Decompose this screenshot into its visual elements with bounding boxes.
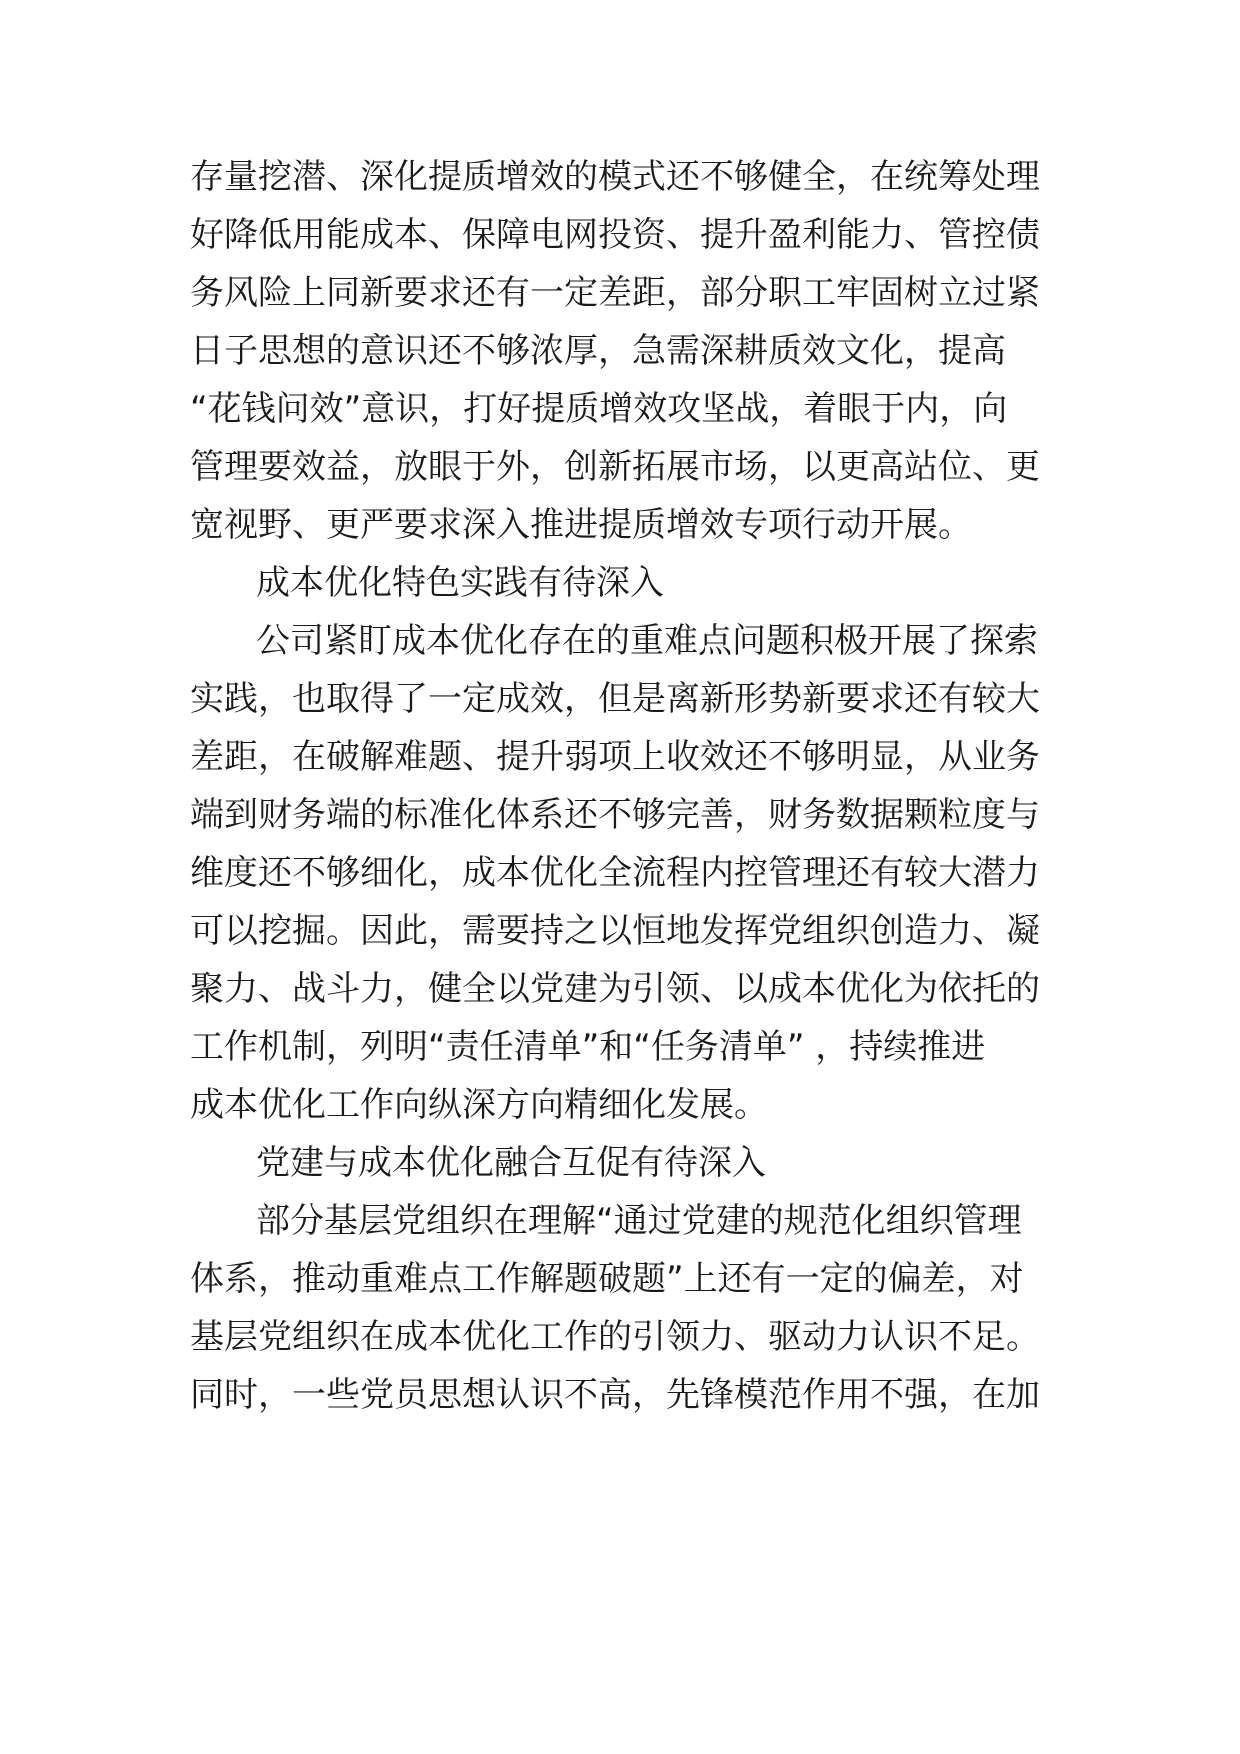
text-line: 部分基层党组织在理解“通过党建的规范化组织管理 [256, 1201, 1022, 1241]
text-line: 差距，在破解难题、提升弱项上收效还不够明显，从业务 [190, 737, 1040, 777]
text-line: 体系，推动重难点工作解题破题”上还有一定的偏差，对 [190, 1259, 1024, 1299]
text-line: 同时，一些党员思想认识不高，先锋模范作用不强，在加 [190, 1375, 1040, 1415]
text-line: 好降低用能成本、保障电网投资、提升盈利能力、管控债 [190, 215, 1040, 255]
section-heading: 成本优化特色实践有待深入 [256, 563, 664, 603]
text-line: 存量挖潜、深化提质增效的模式还不够健全，在统筹处理 [190, 157, 1040, 197]
text-line: 日子思想的意识还不够浓厚，急需深耕质效文化，提高 [190, 331, 1006, 371]
text-line: 端到财务端的标准化体系还不够完善，财务数据颗粒度与 [190, 795, 1040, 835]
text-line: 基层党组织在成本优化工作的引领力、驱动力认识不足。 [190, 1317, 1040, 1357]
text-line: 可以挖掘。因此，需要持之以恒地发挥党组织创造力、凝 [190, 911, 1040, 951]
text-line: 管理要效益，放眼于外，创新拓展市场，以更高站位、更 [190, 447, 1040, 487]
text-line: 务风险上同新要求还有一定差距，部分职工牢固树立过紧 [190, 273, 1040, 313]
text-line: 成本优化工作向纵深方向精细化发展。 [190, 1085, 768, 1125]
text-line: 维度还不够细化，成本优化全流程内控管理还有较大潜力 [190, 853, 1040, 893]
text-line: 工作机制，列明“责任清单”和“任务清单” ，持续推进 [190, 1027, 986, 1067]
text-line: 聚力、战斗力，健全以党建为引领、以成本优化为依托的 [190, 969, 1040, 1009]
section-heading: 党建与成本优化融合互促有待深入 [256, 1143, 766, 1183]
text-line: 实践，也取得了一定成效，但是离新形势新要求还有较大 [190, 679, 1040, 719]
text-line: 宽视野、更严要求深入推进提质增效专项行动开展。 [190, 505, 972, 545]
text-line: 公司紧盯成本优化存在的重难点问题积极开展了探索 [256, 621, 1038, 661]
text-line: “花钱问效”意识，打好提质增效攻坚战，着眼于内，向 [190, 389, 1008, 429]
